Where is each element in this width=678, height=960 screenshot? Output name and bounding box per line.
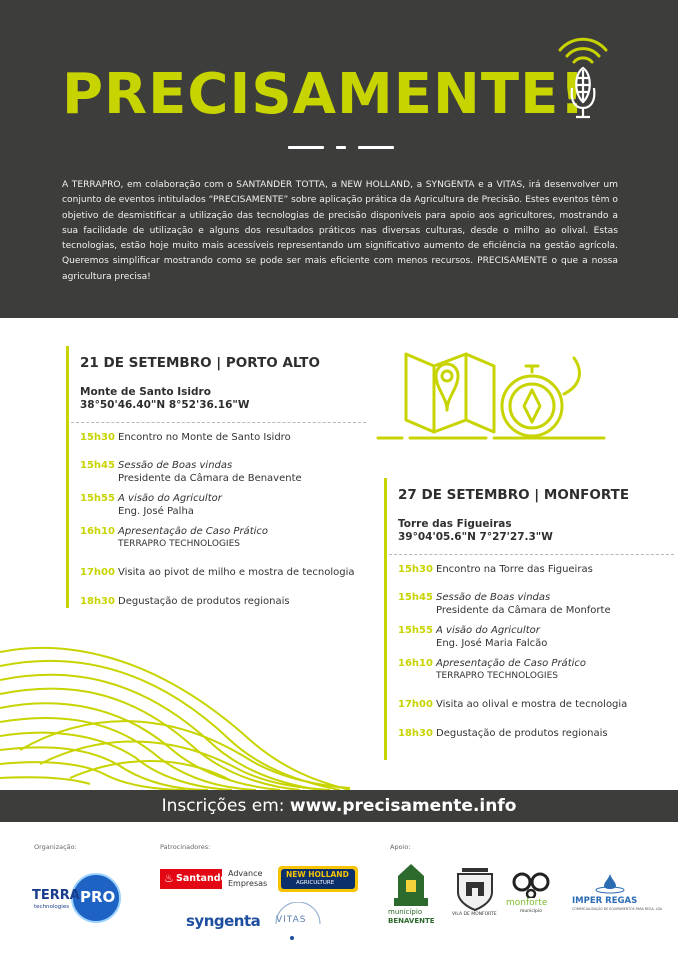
event-place: Torre das Figueiras [398,518,512,530]
imperregas-name: IMPER REGAS [572,896,638,906]
santander-logo [160,869,272,889]
schedule-speaker: TERRAPRO TECHNOLOGIES [118,539,240,549]
schedule-desc: Visita ao olival e mostra de tecnologia [436,698,628,710]
event-heading: 21 DE SETEMBRO | PORTO ALTO [80,355,320,371]
syngenta-logo [186,912,261,934]
newholland-name: NEW HOLLAND [286,870,349,879]
vitas-name: VITAS [276,915,307,925]
schedule-speaker: Eng. José Palha [118,506,194,517]
header-wave [0,292,678,322]
schedule-item [384,657,674,684]
schedule-desc: Visita ao pivot de milho e mostra de tecnologia [118,566,355,578]
schedule-desc: Apresentação de Caso Prático [118,525,269,537]
event-heading: 27 DE SETEMBRO | MONFORTE [398,487,630,503]
event-coords: 39°04'05.6"N 7°27'27.3"W [398,531,553,543]
schedule-time: 17h00 [398,698,433,710]
schedule-item [384,591,674,618]
divider [66,422,366,423]
schedule-time: 15h55 [80,492,115,504]
santander-name: Santander [176,873,232,884]
registration-link[interactable]: www.precisamente.info [289,796,517,816]
santander-advance: Advance [228,869,263,878]
map-compass-icon [374,336,609,466]
schedule-desc: Encontro na Torre das Figueiras [436,564,593,575]
benavente-logo [388,862,434,928]
vitas-logo [270,902,326,942]
field-lines-illustration [0,640,350,792]
monforte-name: monforte [506,898,548,908]
schedule-item [384,563,674,577]
flame-icon: ♨ [164,872,174,885]
schedule-item [384,698,674,712]
event-monforte [384,478,674,741]
benavente-label2: BENAVENTE [388,917,435,925]
schedule-desc: Degustação de produtos regionais [118,596,290,607]
terrapro-terra: TERRA [32,888,80,903]
schedule-time: 15h55 [398,624,433,636]
terrapro-logo [30,870,126,926]
schedule-desc: A visão do Agricultor [118,492,222,504]
schedule-time: 15h30 [398,564,433,575]
schedule-desc: Encontro no Monte de Santo Isidro [118,432,291,443]
schedule-item [66,595,366,609]
schedule-time: 17h00 [80,566,115,578]
schedule-desc: Sessão de Boas vindas [118,459,233,471]
benavente-label1: município [388,908,423,916]
page-title: PRECISAMENTE! [62,62,586,127]
schedule-item [66,459,366,486]
schedule-time: 16h10 [80,525,115,537]
sponsors-label: Patrocinadores: [160,843,211,851]
schedule-speaker: Presidente da Câmara de Monforte [436,605,611,616]
terrapro-pro: PRO [80,888,116,906]
schedule-desc: A visão do Agricultor [436,624,540,636]
schedule-item [384,624,674,651]
schedule-time: 16h10 [398,657,433,669]
schedule-time: 15h45 [398,591,433,603]
registration-label: Inscrições em: [161,796,290,816]
event-place: Monte de Santo Isidro [80,386,211,398]
schedule-speaker: Presidente da Câmara de Benavente [118,473,302,484]
monforte-seal-label: VILA DE MONFORTE [452,912,497,917]
newholland-sub: AGRICULTURE [296,880,335,886]
schedule-item [66,525,366,552]
schedule-item [384,727,674,741]
schedule-item [66,492,366,519]
monforte-seal-logo [452,866,498,920]
terrapro-sub: technologies [34,904,70,910]
title-dashes [288,146,398,152]
schedule-time: 18h30 [398,728,433,739]
schedule-item [66,566,366,580]
microphone-corn-icon [552,24,614,120]
schedule-desc: Degustação de produtos regionais [436,728,608,739]
schedule-time: 18h30 [80,596,115,607]
schedule-speaker: Eng. José Maria Falcão [436,638,548,649]
imperregas-logo [570,872,670,916]
event-porto-alto [66,346,366,609]
schedule-item [66,431,366,445]
imperregas-sub: COMERCIALIZAÇÃO DE EQUIPAMENTOS PARA REGA, LDA [572,907,663,911]
organization-label: Organização: [34,843,77,851]
divider [384,554,674,555]
schedule-time: 15h30 [80,432,115,443]
syngenta-name: syngenta [186,912,261,930]
support-label: Apoio: [390,843,411,851]
newholland-logo [278,866,358,892]
santander-empresas: Empresas [228,879,268,888]
schedule-speaker: TERRAPRO TECHNOLOGIES [436,671,558,681]
registration-bar [0,790,678,822]
schedule-desc: Apresentação de Caso Prático [436,657,587,669]
schedule-time: 15h45 [80,459,115,471]
schedule-desc: Sessão de Boas vindas [436,591,551,603]
monforte-sub: município [520,909,542,914]
intro-text: A TERRAPRO, em colaboração com o SANTANDER TOTTA, a NEW HOLLAND, a SYNGENTA e a VITAS, irá desenvolver um conjunto de eventos intitulados “PRECISAMENTE” sobre aplicação prática da Agricultura de Precisão. Estes eventos têm o objetivo de desmistificar a utilização das tecnologias de precisão disponíveis para apoio aos agricultores, mostrando a sua facilidade de utilização e alguns dos resultados práticos nas diversas culturas, desde o milho ao olival. Estas tecnologias, estão hoje muito mais acessíveis representando um significativo aumento de eficiência na gestão agrícola. Queremos simplificar mostrando como se pode ser mais eficiente com menos recursos. PRECISAMENTE o que a nossa agricultura precisa! [62,180,618,282]
event-coords: 38°50'46.40"N 8°52'36.16"W [80,399,250,411]
monforte-logo [504,870,562,920]
